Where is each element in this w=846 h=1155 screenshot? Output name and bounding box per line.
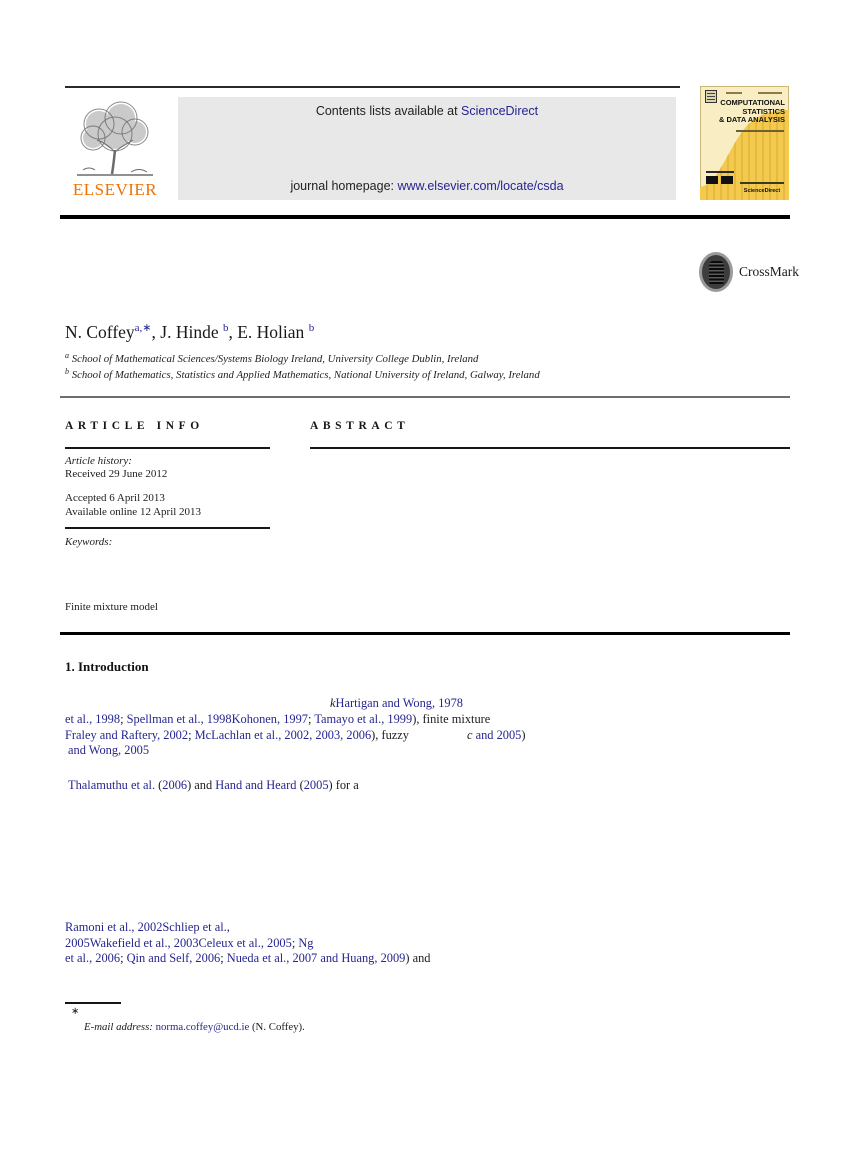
body-text: ) and xyxy=(187,778,216,792)
cover-subtitle-bar xyxy=(736,130,784,132)
affiliation-a-text: School of Mathematical Sciences/Systems Biology Ireland, University College Dublin, Ireland xyxy=(69,353,479,365)
author-3: E. Holian xyxy=(237,322,305,342)
intro-paragraph-line xyxy=(330,696,463,711)
crossmark-label: CrossMark xyxy=(739,264,799,279)
article-info-heading-rule xyxy=(65,447,270,449)
intro-paragraph-line xyxy=(68,743,149,758)
body-text: ( xyxy=(155,778,163,792)
citation-link[interactable]: Hand and Heard xyxy=(215,778,297,792)
body-text: ) for a xyxy=(328,778,359,792)
contents-line xyxy=(316,104,538,118)
keywords-rule xyxy=(65,527,270,529)
affiliation-b xyxy=(65,369,540,381)
elsevier-wordmark: ELSEVIER xyxy=(72,180,158,199)
body-text: ) xyxy=(521,728,526,742)
separator: ; xyxy=(307,712,315,726)
intro-paragraph-line xyxy=(68,778,359,793)
abstract-heading: ABSTRACT xyxy=(310,420,410,432)
homepage-line xyxy=(290,179,563,193)
author-byline xyxy=(65,322,314,343)
citation-link[interactable]: McLachlan et al., 2002, 2003, 2006 xyxy=(194,728,372,742)
header-bottom-rule xyxy=(60,215,790,219)
contents-prefix: Contents lists available at xyxy=(315,104,462,118)
email-suffix: (N. Coffey). xyxy=(249,1021,305,1033)
citation-link[interactable]: Qin and Self, 2006 xyxy=(126,951,221,965)
author-1-affil-marker[interactable]: a,∗ xyxy=(134,322,152,334)
citation-link[interactable]: and 2005 xyxy=(472,728,522,742)
available-online-date: Available online 12 April 2013 xyxy=(65,506,202,518)
keyword-finite-mixture-model: Finite mixture model xyxy=(65,601,158,613)
intro-paragraph-line xyxy=(65,728,526,743)
elsevier-tree-icon xyxy=(69,100,161,180)
citation-link[interactable]: Ng xyxy=(298,936,314,950)
citation-link[interactable]: et al., 1998 xyxy=(65,712,121,726)
citation-link[interactable]: Celeux et al., 2005 xyxy=(198,936,292,950)
citation-link[interactable]: Nueda et al., 2007 and Huang, 2009 xyxy=(226,951,406,965)
corresponding-author-star: ∗ xyxy=(71,1006,80,1017)
k-symbol: k xyxy=(330,696,336,710)
footnote-email-line xyxy=(84,1021,305,1033)
cover-footer-text-bar xyxy=(706,171,734,173)
body-text: ), fuzzy xyxy=(371,728,409,742)
c-symbol: c xyxy=(467,728,473,742)
citation-link[interactable]: Ramoni et al., 2002 xyxy=(65,920,163,934)
received-date: Received 29 June 2012 xyxy=(65,468,168,480)
journal-cover-thumbnail xyxy=(700,86,789,200)
elsevier-logo xyxy=(64,97,166,200)
citation-link[interactable]: 2005 xyxy=(65,936,90,950)
footnote-rule xyxy=(65,1002,121,1004)
cover-tiny-text-left xyxy=(726,92,742,94)
cover-issn-box-1 xyxy=(706,176,718,184)
citation-link[interactable]: Kohonen, 1997 xyxy=(231,712,308,726)
author-3-affil-marker[interactable]: b xyxy=(308,322,315,334)
affiliation-b-marker: b xyxy=(65,367,69,376)
header-top-rule xyxy=(65,86,680,88)
article-history-label: Article history: xyxy=(65,455,132,467)
homepage-prefix: journal homepage: xyxy=(290,179,398,193)
journal-homepage-link[interactable]: www.elsevier.com/locate/csda xyxy=(397,179,564,193)
citation-year-link[interactable]: 2005 xyxy=(303,778,329,792)
cover-tiny-text-right xyxy=(758,92,782,94)
cover-issn-box-2 xyxy=(721,176,733,184)
affiliation-a xyxy=(65,353,478,365)
intro-paragraph-line xyxy=(65,936,314,951)
author-2: J. Hinde xyxy=(160,322,219,342)
separator: ; xyxy=(120,951,127,965)
journal-header-box xyxy=(178,97,676,200)
author-2-affil-marker[interactable]: b xyxy=(222,322,229,334)
email-link[interactable]: norma.coffey@ucd.ie xyxy=(155,1021,250,1033)
cover-title-line3: & DATA ANALYSIS xyxy=(719,115,785,124)
intro-paragraph-line xyxy=(65,920,230,935)
cover-sciencedirect-label: ScienceDirect xyxy=(743,188,781,194)
separator: ; xyxy=(220,951,227,965)
affiliation-a-marker: a xyxy=(65,351,69,360)
body-text: ( xyxy=(296,778,304,792)
intro-paragraph-line xyxy=(65,951,430,966)
affiliation-b-text: School of Mathematics, Statistics and Applied Mathematics, National University of Ireland, Galway, Ireland xyxy=(69,369,540,381)
citation-link[interactable]: Schliep et al., xyxy=(162,920,230,934)
accepted-date: Accepted 6 April 2013 xyxy=(65,492,165,504)
section-heading-introduction: 1. Introduction xyxy=(65,659,149,674)
email-label: E-mail address: xyxy=(84,1021,153,1033)
citation-link[interactable]: and Wong, 2005 xyxy=(68,743,150,757)
citation-link[interactable]: Hartigan and Wong, 1978 xyxy=(335,696,463,710)
author-separator: , xyxy=(228,322,238,342)
info-top-rule xyxy=(60,396,790,398)
author-separator: , xyxy=(151,322,161,342)
sciencedirect-link[interactable]: ScienceDirect xyxy=(461,104,539,118)
cover-publisher-logo xyxy=(705,90,717,103)
cover-title-line1: COMPUTATIONAL xyxy=(720,98,785,107)
body-top-rule xyxy=(60,632,790,635)
author-1: N. Coffey xyxy=(65,322,135,342)
abstract-heading-rule xyxy=(310,447,790,449)
citation-link[interactable]: Wakefield et al., 2003 xyxy=(89,936,199,950)
citation-link[interactable]: Tamayo et al., 1999 xyxy=(314,712,413,726)
article-info-heading: ARTICLE INFO xyxy=(65,420,204,432)
citation-link[interactable]: Fraley and Raftery, 2002 xyxy=(65,728,189,742)
intro-paragraph-line xyxy=(65,712,490,727)
crossmark-badge[interactable] xyxy=(699,252,799,292)
keywords-label: Keywords: xyxy=(65,536,113,548)
citation-year-link[interactable]: 2006 xyxy=(162,778,188,792)
cover-title-line2: STATISTICS xyxy=(742,106,785,116)
separator: ; xyxy=(291,936,299,950)
citation-link[interactable]: Thalamuthu et al. xyxy=(68,778,156,792)
separator: ; xyxy=(120,712,127,726)
citation-link[interactable]: et al., 2006 xyxy=(65,951,121,965)
citation-link[interactable]: Spellman et al., 1998 xyxy=(126,712,232,726)
separator: ; xyxy=(188,728,195,742)
body-text: ) and xyxy=(405,951,431,965)
cover-availability-bar xyxy=(740,182,784,184)
cover-title xyxy=(719,99,785,125)
body-text: ), finite mixture xyxy=(412,712,491,726)
crossmark-icon xyxy=(699,252,733,292)
